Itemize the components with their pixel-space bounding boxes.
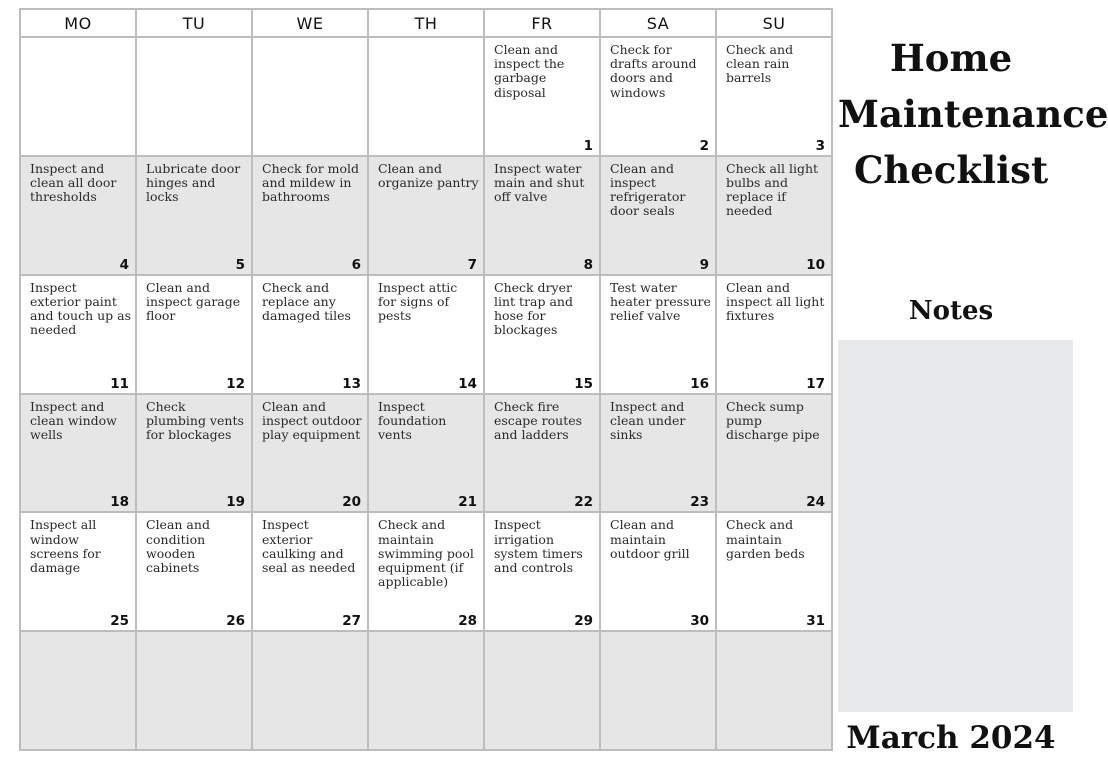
date-number: 27 [342, 613, 361, 630]
date-number: 12 [226, 375, 245, 392]
calendar-cell[interactable] [369, 157, 485, 276]
calendar-cell[interactable] [601, 157, 717, 276]
date-number: 15 [574, 375, 593, 392]
calendar-cell[interactable] [21, 513, 137, 632]
task-text: Inspect exterior caulking and seal as needed [262, 517, 356, 575]
date-number: 7 [467, 256, 477, 273]
calendar-cell[interactable] [137, 513, 253, 632]
calendar-cell[interactable] [717, 632, 833, 751]
calendar-cell[interactable] [137, 157, 253, 276]
task-text: Inspect attic for signs of pests [378, 279, 458, 324]
calendar-cell[interactable] [369, 632, 485, 751]
calendar-cell[interactable] [601, 38, 717, 157]
task-text: Inspect foundation vents [378, 398, 447, 442]
calendar-cell[interactable] [717, 395, 833, 514]
calendar-cell[interactable] [369, 38, 485, 157]
date-number: 6 [351, 256, 361, 273]
date-number: 26 [226, 613, 245, 630]
calendar-cell[interactable] [485, 157, 601, 276]
date-number: 21 [458, 494, 477, 511]
date-number: 31 [806, 613, 825, 630]
date-number: 8 [583, 256, 593, 273]
task-text: Check dryer lint trap and hose for blockages [494, 279, 573, 338]
task-text: Clean and condition wooden cabinets [146, 517, 210, 575]
calendar-cell[interactable] [601, 632, 717, 751]
calendar-cell[interactable] [253, 513, 369, 632]
date-number: 22 [574, 494, 593, 511]
calendar-cell[interactable] [253, 632, 369, 751]
date-number: 16 [690, 375, 709, 392]
calendar-cell[interactable] [137, 395, 253, 514]
calendar-grid [19, 8, 833, 751]
calendar-cell[interactable] [601, 395, 717, 514]
task-text: Inspect and clean under sinks [610, 398, 686, 442]
calendar-cell[interactable] [253, 38, 369, 157]
date-number: 23 [690, 494, 709, 511]
calendar-cell[interactable] [21, 632, 137, 751]
notes-label: Notes [908, 296, 994, 326]
calendar-cell[interactable] [21, 38, 137, 157]
calendar-cell[interactable] [717, 157, 833, 276]
task-text: Check for drafts around doors and windows [610, 42, 697, 100]
date-number: 10 [806, 256, 825, 273]
task-text: Check all light bulbs and replace if needed [726, 160, 819, 219]
day-header: FR [485, 10, 601, 38]
date-number: 29 [574, 613, 593, 630]
date-number: 18 [110, 494, 129, 511]
calendar-cell[interactable] [253, 157, 369, 276]
day-header: TU [137, 10, 253, 38]
date-number: 24 [806, 494, 825, 511]
date-number: 1 [583, 137, 593, 154]
date-number: 11 [110, 375, 129, 392]
task-text: Test water heater pressure relief valve [610, 279, 711, 324]
page-title [838, 30, 1108, 198]
title-line: Home [889, 36, 1013, 80]
task-text: Inspect exterior paint and touch up as needed [30, 279, 131, 338]
calendar-cell[interactable] [485, 513, 601, 632]
calendar-cell[interactable] [21, 395, 137, 514]
day-header: MO [21, 10, 137, 38]
calendar-cell[interactable] [717, 513, 833, 632]
task-text: Check and maintain garden beds [726, 517, 805, 561]
date-number: 17 [806, 375, 825, 392]
task-text: Inspect water main and shut off valve [494, 160, 585, 205]
task-text: Check for mold and mildew in bathrooms [262, 160, 360, 205]
day-header: SA [601, 10, 717, 38]
date-number: 4 [119, 256, 129, 273]
calendar-cell[interactable] [485, 632, 601, 751]
calendar-cell[interactable] [369, 513, 485, 632]
task-text: Inspect all window screens for damage [30, 517, 101, 575]
calendar-cell[interactable] [601, 513, 717, 632]
date-number: 30 [690, 613, 709, 630]
task-text: Check and clean rain barrels [726, 42, 794, 86]
task-text: Lubricate door hinges and locks [146, 160, 241, 205]
task-text: Inspect irrigation system timers and controls [494, 517, 583, 575]
date-number: 2 [699, 137, 709, 154]
notes-area[interactable] [838, 340, 1073, 712]
calendar-cell[interactable] [485, 276, 601, 395]
calendar-cell[interactable] [137, 632, 253, 751]
title-line: Checklist [853, 148, 1049, 192]
task-text: Clean and inspect the garbage disposal [494, 42, 565, 100]
task-text: Clean and organize pantry [378, 160, 479, 191]
calendar-cell[interactable] [485, 395, 601, 514]
task-text: Clean and inspect garage floor [146, 279, 241, 324]
calendar-cell[interactable] [137, 276, 253, 395]
task-text: Clean and maintain outdoor grill [610, 517, 690, 561]
calendar-cell[interactable] [253, 276, 369, 395]
date-number: 5 [235, 256, 245, 273]
date-number: 20 [342, 494, 361, 511]
task-text: Inspect and clean window wells [30, 398, 117, 442]
task-text: Check plumbing vents for blockages [146, 398, 244, 442]
title-line: Maintenance [838, 92, 1108, 136]
calendar-cell[interactable] [21, 157, 137, 276]
task-text: Check fire escape routes and ladders [494, 398, 583, 442]
task-text: Check and maintain swimming pool equipment (if applicable) [378, 517, 474, 590]
calendar-cell[interactable] [601, 276, 717, 395]
calendar-cell[interactable] [369, 395, 485, 514]
task-text: Check sump pump discharge pipe [726, 398, 820, 442]
calendar-cell[interactable] [253, 395, 369, 514]
date-number: 9 [699, 256, 709, 273]
calendar-cell[interactable] [717, 276, 833, 395]
task-text: Inspect and clean all door thresholds [30, 160, 117, 205]
date-number: 3 [815, 137, 825, 154]
calendar-cell[interactable] [369, 276, 485, 395]
day-header: TH [369, 10, 485, 38]
date-number: 25 [110, 613, 129, 630]
calendar-cell[interactable] [137, 38, 253, 157]
calendar-cell[interactable] [485, 38, 601, 157]
task-text: Clean and inspect refrigerator door seals [610, 160, 686, 219]
task-text: Clean and inspect outdoor play equipment [262, 398, 362, 442]
day-header: SU [717, 10, 833, 38]
date-number: 14 [458, 375, 477, 392]
month-label: March 2024 [846, 720, 1056, 756]
date-number: 19 [226, 494, 245, 511]
calendar-cell[interactable] [21, 276, 137, 395]
day-header: WE [253, 10, 369, 38]
date-number: 28 [458, 613, 477, 630]
calendar-cell[interactable] [717, 38, 833, 157]
task-text: Check and replace any damaged tiles [262, 279, 351, 324]
date-number: 13 [342, 375, 361, 392]
task-text: Clean and inspect all light fixtures [726, 279, 825, 324]
